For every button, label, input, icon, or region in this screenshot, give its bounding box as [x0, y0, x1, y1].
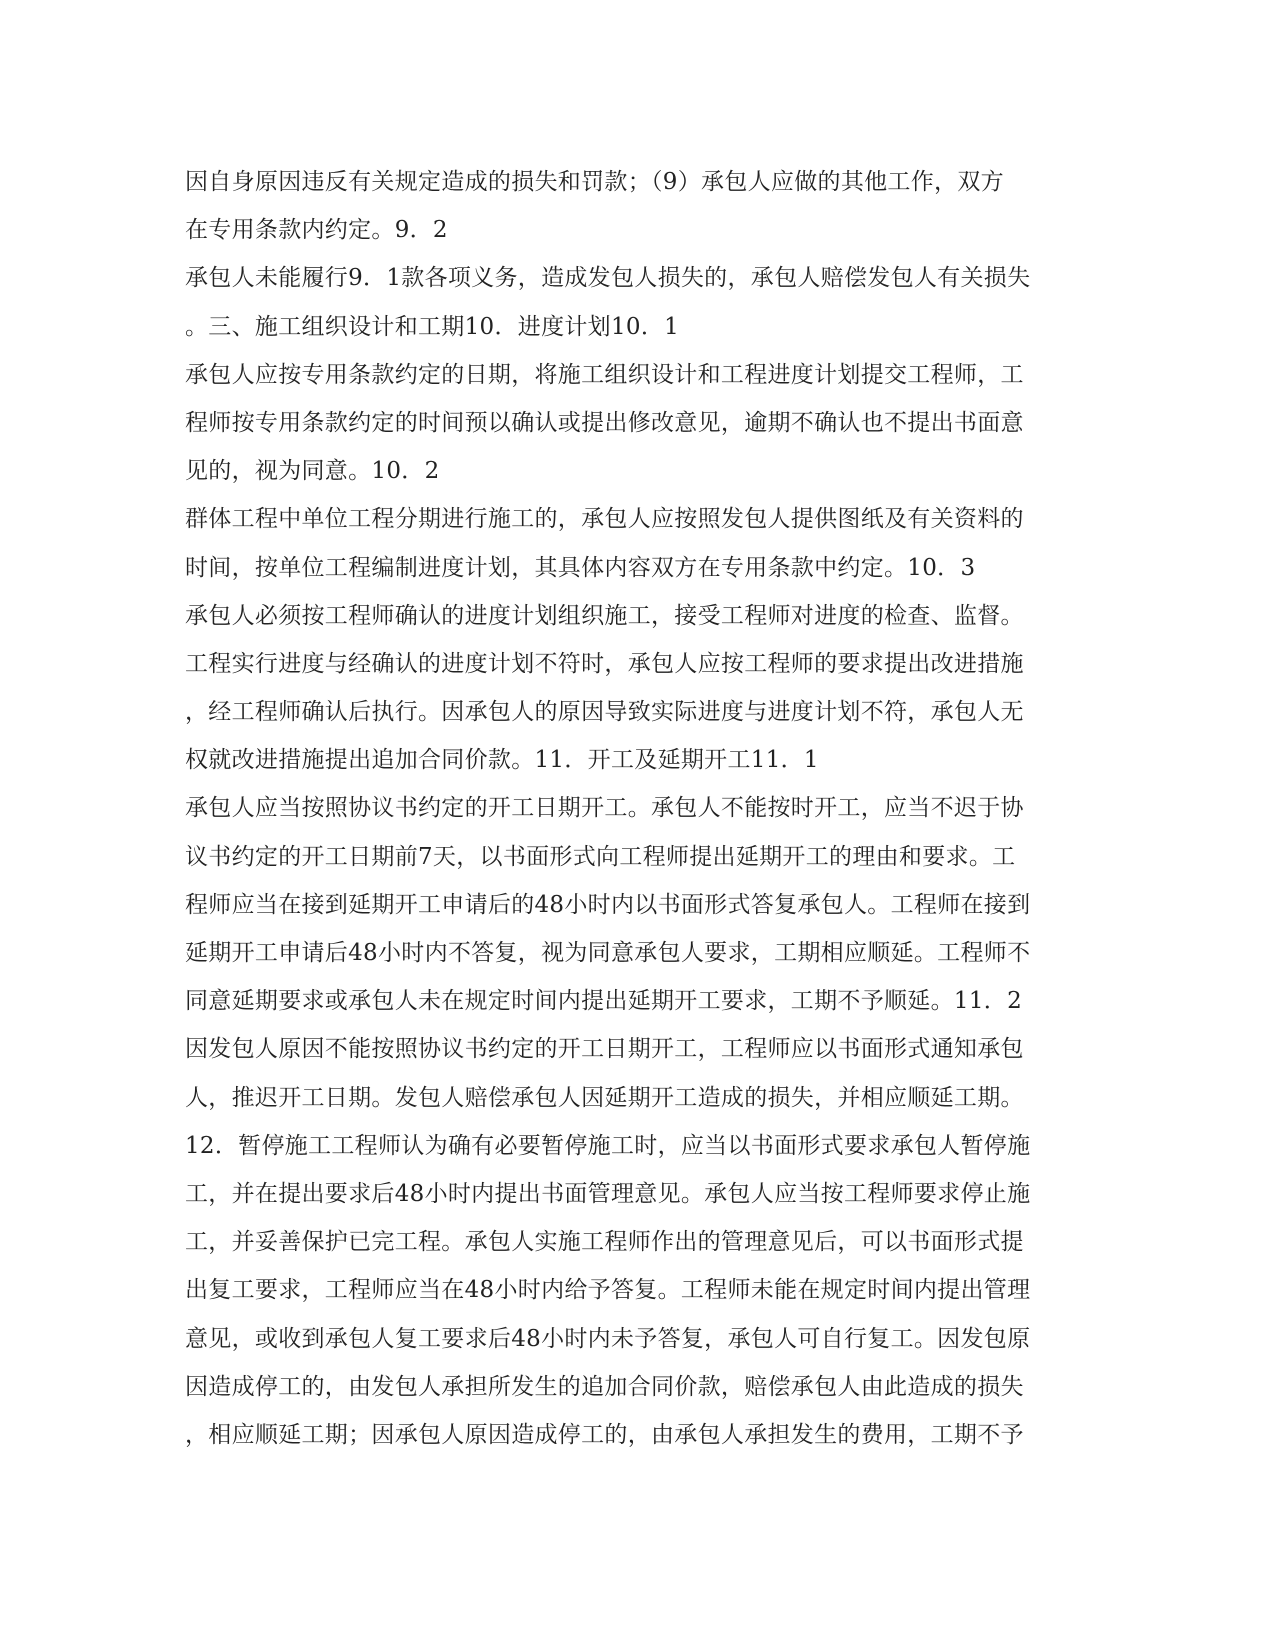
text-line: 12．暂停施工工程师认为确有必要暂停施工时，应当以书面形式要求承包人暂停施 [185, 1132, 1031, 1159]
text-line: 权就改进措施提出追加合同价款。11．开工及延期开工11．1 [185, 747, 819, 774]
document-body [185, 158, 1085, 1459]
text-line: 出复工要求，工程师应当在48小时内给予答复。工程师未能在规定时间内提出管理 [185, 1277, 1031, 1304]
text-line: 承包人未能履行9．1款各项义务，造成发包人损失的，承包人赔偿发包人有关损失 [185, 265, 1031, 292]
text-line: 程师按专用条款约定的时间预以确认或提出修改意见，逾期不确认也不提出书面意 [185, 409, 1024, 436]
text-line: 延期开工申请后48小时内不答复，视为同意承包人要求，工期相应顺延。工程师不 [185, 940, 1031, 966]
text-line: 意见，或收到承包人复工要求后48小时内未予答复，承包人可自行复工。因发包原 [185, 1325, 1031, 1352]
text-line: 因发包人原因不能按照协议书约定的开工日期开工，工程师应以书面形式通知承包 [185, 1036, 1024, 1063]
text-line: 群体工程中单位工程分期进行施工的，承包人应按照发包人提供图纸及有关资料的 [185, 506, 1024, 533]
text-line: 同意延期要求或承包人未在规定时间内提出延期开工要求，工期不予顺延。11．2 [185, 988, 1022, 1015]
text-line: ，经工程师确认后执行。因承包人的原因导致实际进度与进度计划不符，承包人无 [185, 699, 1024, 726]
text-line: 议书约定的开工日期前7天，以书面形式向工程师提出延期开工的理由和要求。工 [185, 843, 1016, 870]
text-line: 工程实行进度与经确认的进度计划不符时，承包人应按工程师的要求提出改进措施 [185, 650, 1024, 677]
text-line: ，相应顺延工期；因承包人原因造成停工的，由承包人承担发生的费用，工期不予 [185, 1421, 1024, 1448]
text-line: 工，并妥善保护已完工程。承包人实施工程师作出的管理意见后，可以书面形式提 [185, 1229, 1024, 1256]
text-line: 人，推迟开工日期。发包人赔偿承包人因延期开工造成的损失，并相应顺延工期。 [185, 1084, 1024, 1111]
text-line: 。三、施工组织设计和工期10．进度计划10．1 [185, 313, 680, 340]
text-line: 承包人应按专用条款约定的日期，将施工组织设计和工程进度计划提交工程师，工 [185, 361, 1024, 388]
text-line: 见的，视为同意。10．2 [185, 458, 440, 485]
text-line: 时间，按单位工程编制进度计划，其具体内容双方在专用条款中约定。10．3 [185, 554, 976, 581]
text-line: 因造成停工的，由发包人承担所发生的追加合同价款，赔偿承包人由此造成的损失 [185, 1373, 1024, 1400]
text-line: 程师应当在接到延期开工申请后的48小时内以书面形式答复承包人。工程师在接到 [185, 891, 1031, 918]
text-line: 因自身原因违反有关规定造成的损失和罚款；（9）承包人应做的其他工作，双方 [185, 169, 1004, 195]
text-line: 在专用条款内约定。9．2 [185, 217, 448, 244]
text-line: 承包人必须按工程师确认的进度计划组织施工，接受工程师对进度的检查、监督。 [185, 602, 1024, 629]
text-line: 工，并在提出要求后48小时内提出书面管理意见。承包人应当按工程师要求停止施 [185, 1180, 1031, 1207]
text-line: 承包人应当按照协议书约定的开工日期开工。承包人不能按时开工，应当不迟于协 [185, 795, 1024, 822]
